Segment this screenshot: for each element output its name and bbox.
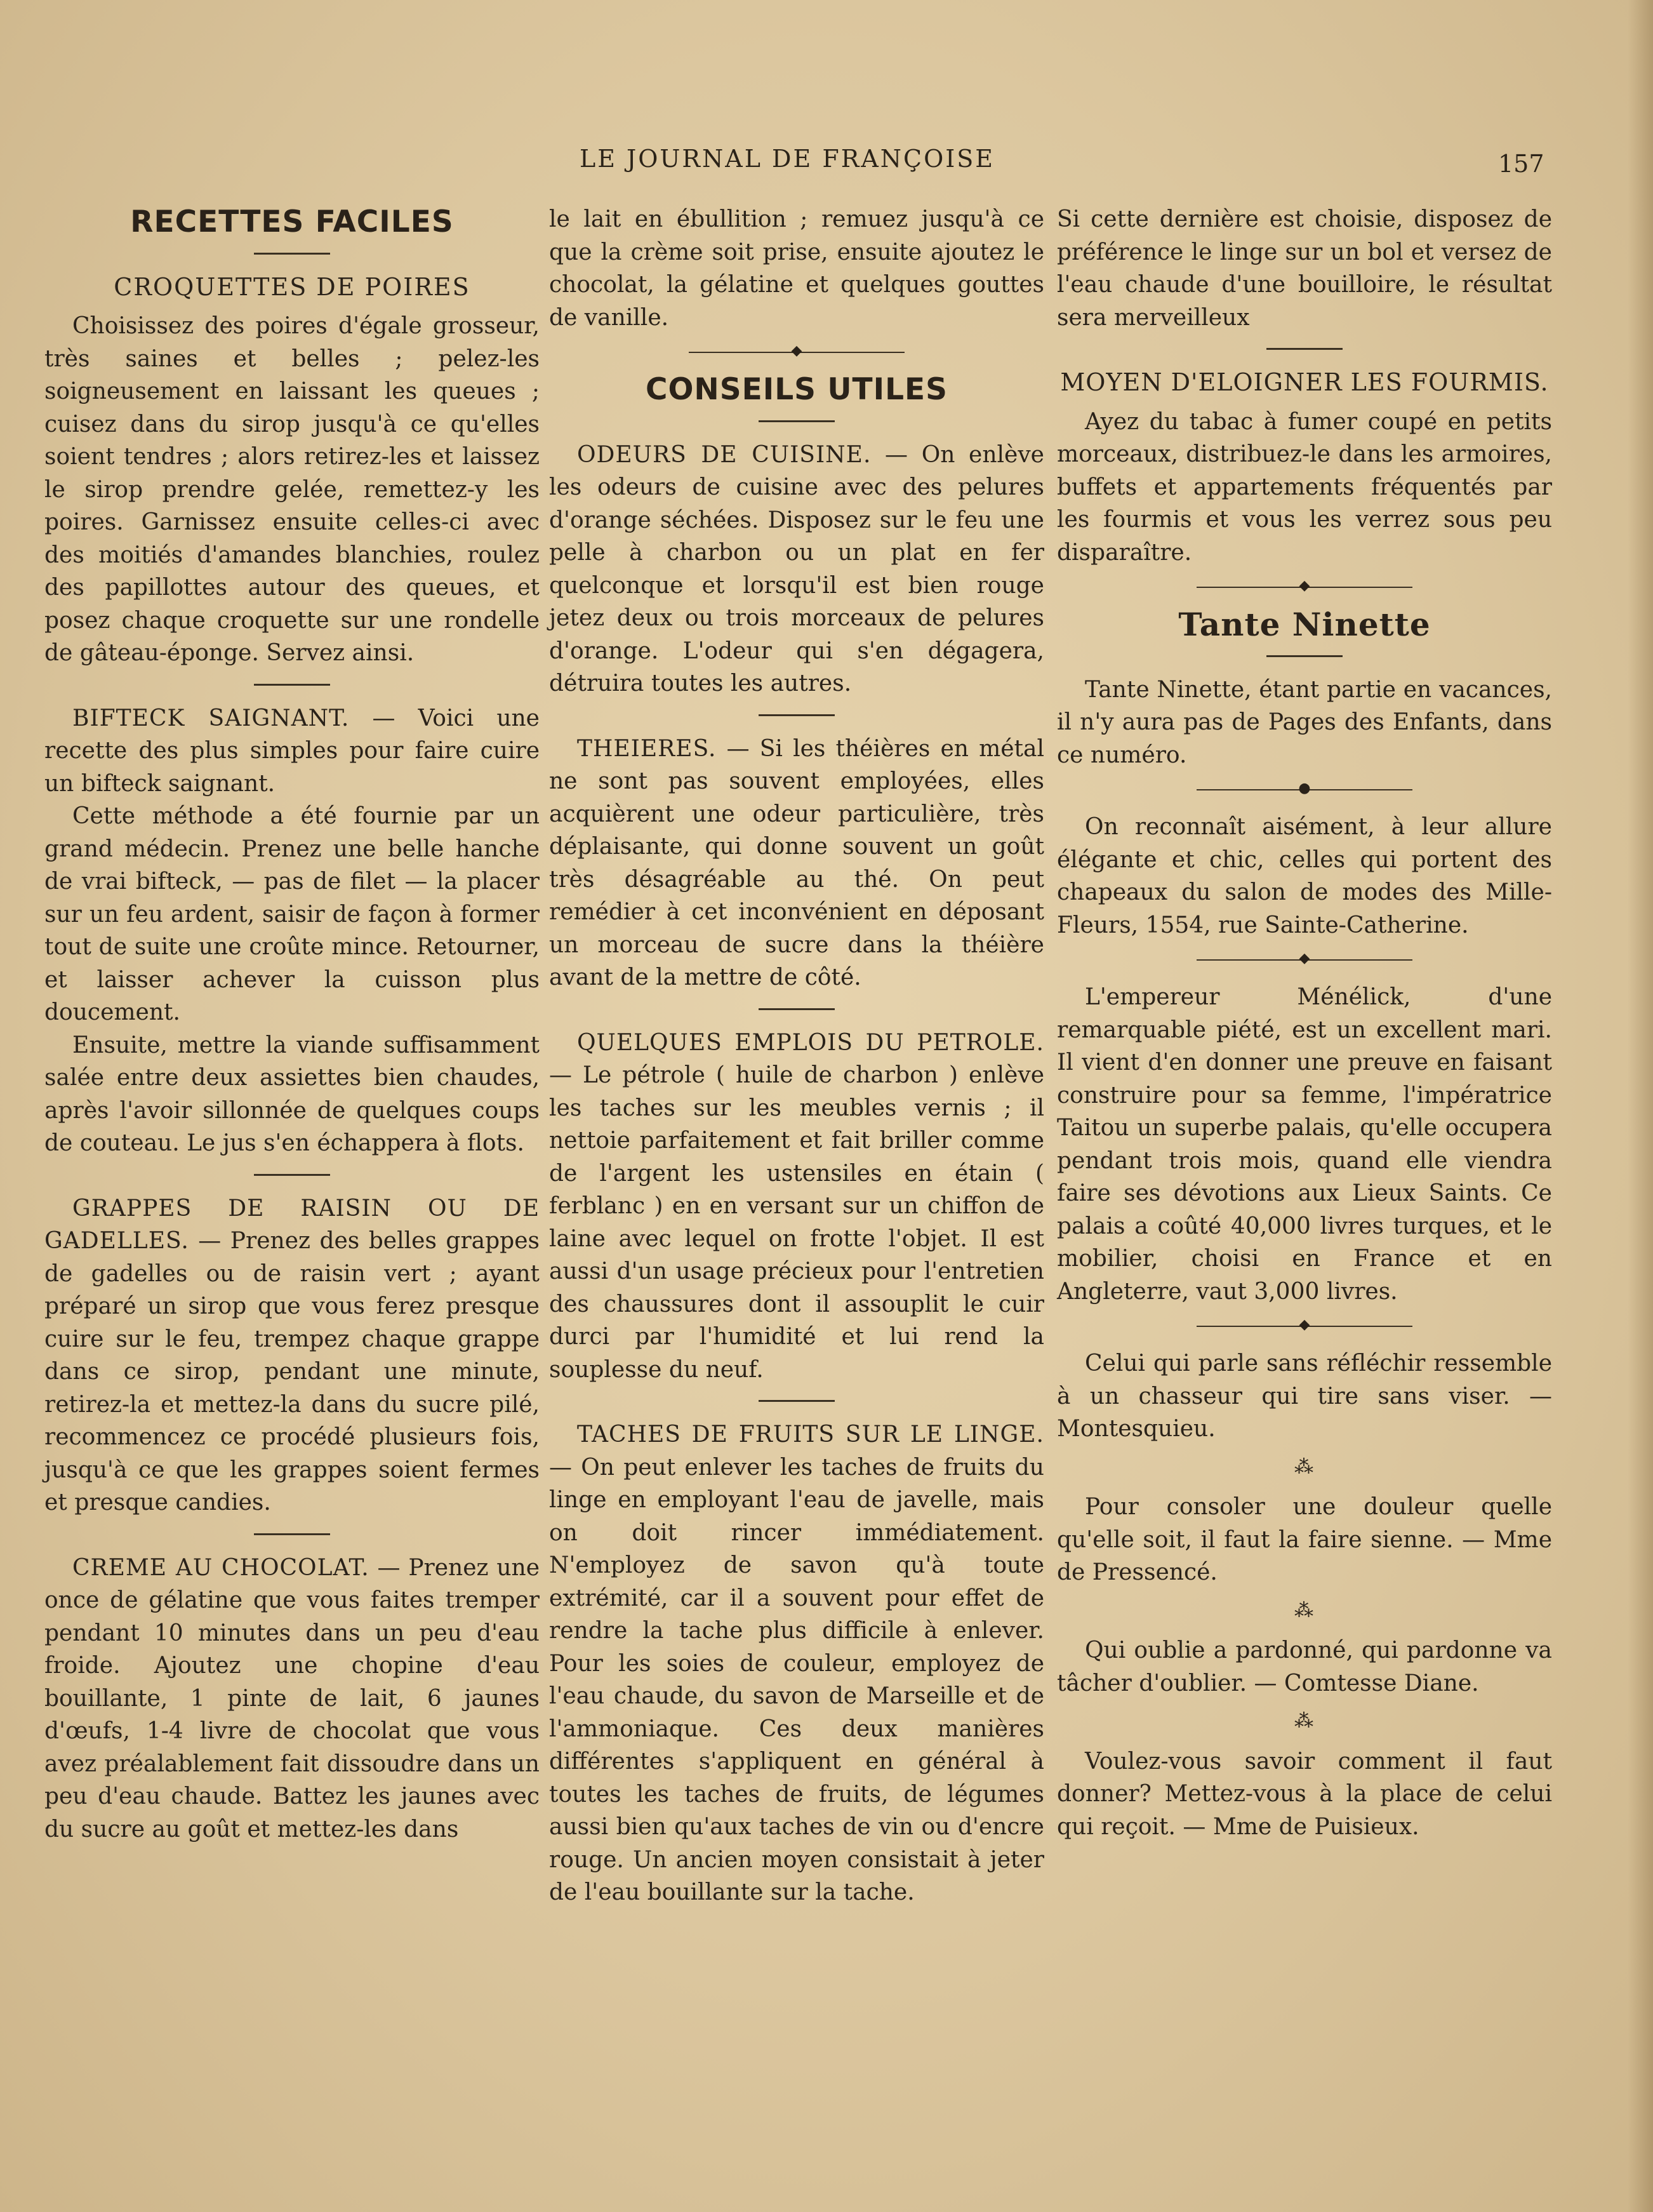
page-edge-shadow	[1628, 0, 1653, 2212]
tip-taches-continued: Si cette dernière est choisie, disposez de préférence le linge sur un bol et versez de l'eau chaude d'une bouilloire, le résultat sera merveilleux	[1057, 206, 1552, 331]
recipe-grappes	[44, 1192, 540, 1519]
quote-montesquieu: Celui qui parle sans réfléchir ressemble à un chasseur qui tire sans viser. — Montesquieu.	[1057, 1350, 1552, 1442]
diamond-ornament-icon: ◆	[791, 343, 802, 359]
section-title-recettes: RECETTES FACILES	[130, 204, 454, 239]
tip-theieres	[549, 733, 1044, 994]
column-2	[549, 203, 1044, 1909]
tip-text-theieres: — Si les théières en métal ne sont pas souvent employées, elles acquièrent une odeur particulière, très déplaisante, qui donne souvent un goût très désagréable au thé. On peut remédier à cet inconvénient en déposant un morceau de sucre dans la théière avant de la mettre de côté.	[549, 735, 1044, 990]
tip-title-theieres: THEIERES.	[577, 735, 717, 762]
notice-menelick: L'empereur Ménélick, d'une remarquable piété, est un excellent mari. Il vient d'en donner une preuve en faisant construire pour sa femme, l'impératrice Taitou un superbe palais, qu'elle occupera pendant trois mois, quand elle viendra faire ses dévotions aux Lieux Saints. Ce palais a coûté 40,000 livres turques, et le mobilier, choisi en France et en Angleterre, vaut 3,000 livres.	[1057, 984, 1552, 1305]
quote-puisieux: Voulez-vous savoir comment il faut donner? Mettez-vous à la place de celui qui reçoit. — Mme de Puisieux.	[1057, 1748, 1552, 1840]
fleuron-ornament-icon: ⁂	[1294, 1710, 1315, 1732]
recipe-title-creme: CREME AU CHOCOLAT.	[72, 1554, 369, 1581]
column-1	[44, 203, 540, 1846]
running-head: LE JOURNAL DE FRANÇOISE	[579, 145, 995, 173]
divider-rule	[759, 714, 835, 716]
tip-text-petrole: — Le pétrole ( huile de charbon ) enlève les taches sur les meubles vernis ; il nettoie parfaitement et fait briller comme de l'argent les ustensiles en étain ( ferblanc ) en en versant sur un chiffon de laine avec lequel on frotte l'objet. Il est aussi d'un usage précieux pour l'entretien des chaussures dont il assouplit le cuir durci par l'humidité et lui rend la souplesse du neuf.	[549, 1062, 1044, 1383]
tip-text-odeurs: — On enlève les odeurs de cuisine avec des pelures d'orange séchées. Disposez sur le feu une pelle à charbon ou un plat en fer quelconque et lorsqu'il est bien rouge jetez deux ou trois morceaux de pelures d'orange. L'odeur qui s'en dégagera, détruira toutes les autres.	[549, 441, 1044, 696]
page-number: 157	[1498, 150, 1544, 178]
recipe-creme	[44, 1552, 540, 1846]
recipe-bifteck	[44, 702, 540, 801]
fleuron-ornament-icon: ⁂	[1294, 1455, 1315, 1478]
ornamental-divider	[689, 343, 905, 362]
recipe-title-grappes: GRAPPES DE RAISIN OU DE GADELLES.	[44, 1195, 540, 1254]
section-title-conseils: CONSEILS UTILES	[645, 372, 948, 407]
tip-petrole	[549, 1027, 1044, 1387]
tip-title-odeurs: ODEURS DE CUISINE.	[577, 441, 872, 468]
diamond-ornament-icon: ◆	[1299, 950, 1310, 966]
recipe-text-creme: — Prenez une once de gélatine que vous faites tremper pendant 10 minutes dans un peu d'eau froide. Ajoutez une chopine d'eau bouillante, 1 pinte de lait, 6 jaunes d'œufs, 1-4 livre de chocolat que vous avez préalablement fait dissoudre dans un peu d'eau chaude. Battez les jaunes avec du sucre au goût et mettez-les dans	[44, 1554, 540, 1842]
recipe-text-bifteck: — Voici une recette des plus simples pour faire cuire un bifteck saignant.	[44, 705, 540, 797]
fleuron-ornament-icon: ⁂	[1294, 1599, 1315, 1622]
tip-odeurs	[549, 439, 1044, 700]
quote-comtesse-diane: Qui oublie a pardonné, qui pardonne va tâcher d'oublier. — Comtesse Diane.	[1057, 1637, 1552, 1696]
notice-ninette: Tante Ninette, étant partie en vacances, il n'y aura pas de Pages des Enfants, dans ce numéro.	[1057, 676, 1552, 768]
diamond-ornament-icon: ◆	[1299, 1317, 1310, 1333]
divider-rule	[254, 253, 330, 255]
quote-pressense: Pour consoler une douleur quelle qu'elle soit, il faut la faire sienne. — Mme de Pressencé.	[1057, 1494, 1552, 1585]
ornamental-divider	[1197, 780, 1412, 799]
section-title-tante-ninette: Tante Ninette	[1178, 606, 1431, 643]
tip-text-fourmis: Ayez du tabac à fumer coupé en petits morceaux, distribuez-le dans les armoires, buffets et appartements fréquentés par les fourmis et vous les verrez sous peu disparaître.	[1057, 408, 1552, 566]
ornamental-divider	[1197, 1317, 1412, 1336]
recipe-text-grappes: — Prenez des belles grappes de gadelles ou de raisin vert ; ayant préparé un sirop que vous ferez presque cuire sur le feu, trempez chaque grappe dans ce sirop, pendant une minute, retirez-la et mettez-la dans du sucre pilé, recommencez ce procédé plusieurs fois, jusqu'à ce que les grappes soient fermes et presque candies.	[44, 1228, 540, 1516]
recipe-title-croquettes: CROQUETTES DE POIRES	[114, 272, 470, 301]
ornamental-divider	[1197, 950, 1412, 969]
divider-rule	[759, 420, 835, 422]
divider-rule	[759, 1400, 835, 1402]
tip-title-petrole: QUELQUES EMPLOIS DU PETROLE.	[577, 1029, 1044, 1056]
divider-rule	[1266, 655, 1343, 657]
divider-rule	[254, 1533, 330, 1535]
diamond-ornament-icon: ◆	[1299, 578, 1310, 594]
divider-rule	[759, 1008, 835, 1010]
tip-title-taches: TACHES DE FRUITS SUR LE LINGE.	[577, 1422, 1044, 1448]
tip-text-taches: — On peut enlever les taches de fruits du linge en employant l'eau de javelle, mais on doit rincer immédiatement. N'employez de savon qu'à toute extrémité, car il a souvent pour effet de rendre la tache plus difficile à enlever. Pour les soies de couleur, employez de l'eau chaude, du savon de Marseille et de l'ammoniaque. Ces deux manières différentes s'appliquent en général à toutes les taches de fruits, de légumes aussi bien qu'aux taches de vin ou d'encre rouge. Un ancien moyen consistait à jeter de l'eau bouillante sur la tache.	[549, 1454, 1044, 1905]
recipe-creme-continued: le lait en ébullition ; remuez jusqu'à ce que la crème soit prise, ensuite ajoutez le chocolat, la gélatine et quelques gouttes de vanille.	[549, 206, 1044, 331]
column-3	[1057, 203, 1552, 1843]
dot-ornament-icon: ●	[1298, 780, 1311, 796]
tip-title-fourmis: MOYEN D'ELOIGNER LES FOURMIS.	[1060, 368, 1549, 396]
tip-taches	[549, 1418, 1044, 1909]
recipe-text-croquettes: Choisissez des poires d'égale grosseur, très saines et belles ; pelez-les soigneusement en laissant les queues ; cuisez dans du sirop jusqu'à ce qu'elles soient tendres ; alors retirez-les et laissez le sirop prendre gelée, remettez-y les poires. Garnissez ensuite celles-ci avec des moitiés d'amandes blanchies, roulez des papillottes autour des queues, et posez chaque croquette sur une rondelle de gâteau-éponge. Servez ainsi.	[44, 313, 540, 666]
recipe-text-bifteck-2: Cette méthode a été fournie par un grand médecin. Prenez une belle hanche de vrai bifteck, — pas de filet — la placer sur un feu ardent, saisir de façon à former tout de suite une croûte mince. Retourner, et laisser achever la cuisson plus doucement.	[44, 803, 540, 1025]
divider-rule	[1266, 348, 1343, 350]
recipe-text-bifteck-3: Ensuite, mettre la viande suffisamment salée entre deux assiettes bien chaudes, après l'avoir sillonnée de quelques coups de couteau. Le jus s'en échappera à flots.	[44, 1032, 540, 1156]
recipe-title-bifteck: BIFTECK SAIGNANT.	[72, 705, 350, 731]
divider-rule	[254, 1174, 330, 1176]
ornamental-divider	[1197, 578, 1412, 597]
divider-rule	[254, 684, 330, 686]
notice-chapeaux: On reconnaît aisément, à leur allure élégante et chic, celles qui portent des chapeaux du salon de modes des Mille-Fleurs, 1554, rue Sainte-Catherine.	[1057, 814, 1552, 938]
